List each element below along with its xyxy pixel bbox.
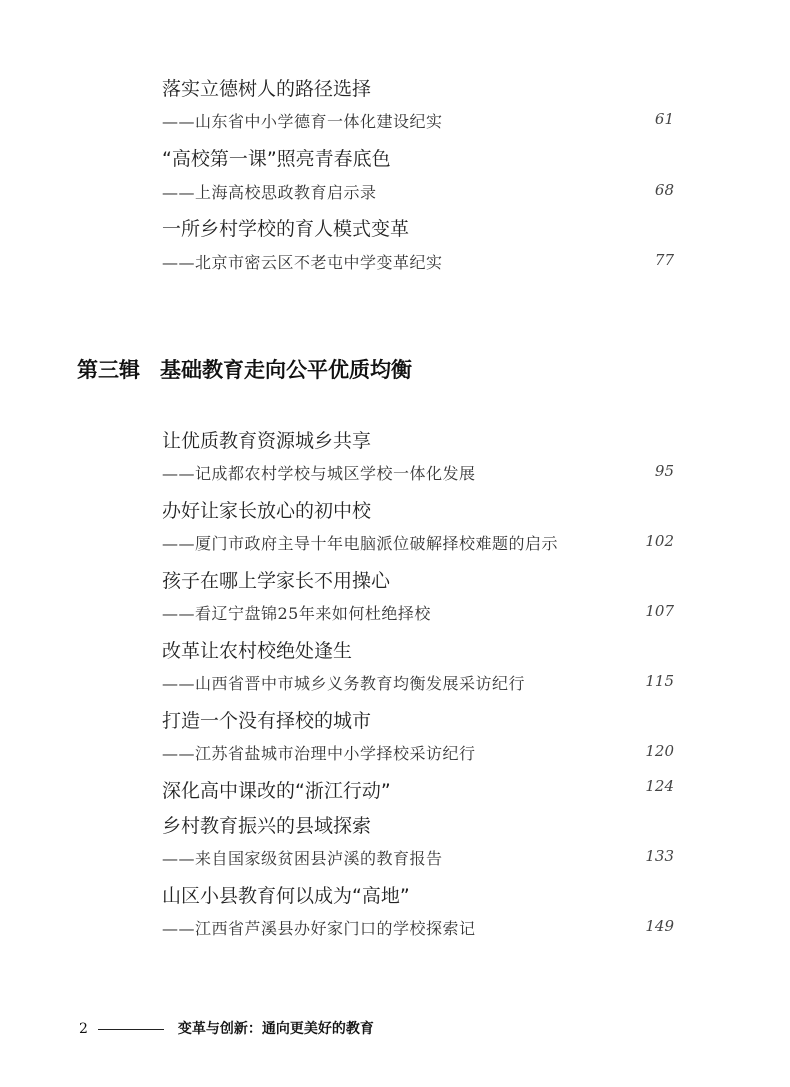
toc-entry-subtitle: ——江西省芦溪县办好家门口的学校探索记	[162, 919, 476, 938]
toc-entry-title: 深化高中课改的“浙江行动”	[162, 780, 391, 802]
toc-entry-page: 102	[645, 532, 674, 550]
toc-entry-title: 乡村教育振兴的县域探索	[162, 815, 372, 837]
section-name: 基础教育走向公平优质均衡	[160, 357, 412, 382]
toc-entry-title: 一所乡村学校的育人模式变革	[162, 218, 410, 240]
section-heading	[77, 354, 412, 384]
toc-entry-page: 61	[654, 110, 674, 128]
toc-entry-title: 办好让家长放心的初中校	[162, 500, 372, 522]
toc-entry-subtitle: ——北京市密云区不老屯中学变革纪实	[162, 253, 443, 272]
toc-entry-title: 落实立德树人的路径选择	[162, 78, 372, 100]
toc-entry-subtitle: ——江苏省盐城市治理中小学择校采访纪行	[162, 744, 476, 763]
page-footer	[79, 1018, 374, 1038]
toc-entry-page: 95	[654, 462, 674, 480]
toc-entry-title: 山区小县教育何以成为“高地”	[162, 885, 410, 907]
toc-entry-subtitle: ——山西省晋中市城乡义务教育均衡发展采访纪行	[162, 674, 526, 693]
toc-entry-page: 124	[645, 777, 674, 795]
toc-entry-title: 改革让农村校绝处逢生	[162, 640, 353, 662]
toc-entry-title: “高校第一课”照亮青春底色	[162, 148, 391, 170]
section-number: 第三辑	[77, 357, 140, 382]
toc-entry-page: 120	[645, 742, 674, 760]
footer-rule	[98, 1029, 164, 1030]
toc-entry-subtitle: ——来自国家级贫困县泸溪的教育报告	[162, 849, 443, 868]
toc-entry-subtitle: ——记成都农村学校与城区学校一体化发展	[162, 464, 476, 483]
toc-entry-page: 115	[645, 672, 674, 690]
toc-entry-title: 让优质教育资源城乡共享	[162, 430, 372, 452]
toc-entry-title: 打造一个没有择校的城市	[162, 710, 372, 732]
footer-page-number: 2	[79, 1021, 88, 1037]
toc-entry-subtitle: ——厦门市政府主导十年电脑派位破解择校难题的启示	[162, 534, 559, 553]
toc-entry-page: 68	[654, 181, 674, 199]
toc-entry-subtitle: ——山东省中小学德育一体化建设纪实	[162, 112, 443, 131]
toc-entry-subtitle: ——上海高校思政教育启示录	[162, 183, 377, 202]
toc-entry-page: 149	[645, 917, 674, 935]
toc-entry-page: 133	[645, 847, 674, 865]
toc-entry-title: 孩子在哪上学家长不用操心	[162, 570, 391, 592]
toc-entry-page: 107	[645, 602, 674, 620]
toc-entry-page: 77	[654, 251, 674, 269]
toc-entry-subtitle: ——看辽宁盘锦25年来如何杜绝择校	[162, 604, 431, 623]
footer-book-title: 变革与创新：通向更美好的教育	[177, 1021, 374, 1037]
